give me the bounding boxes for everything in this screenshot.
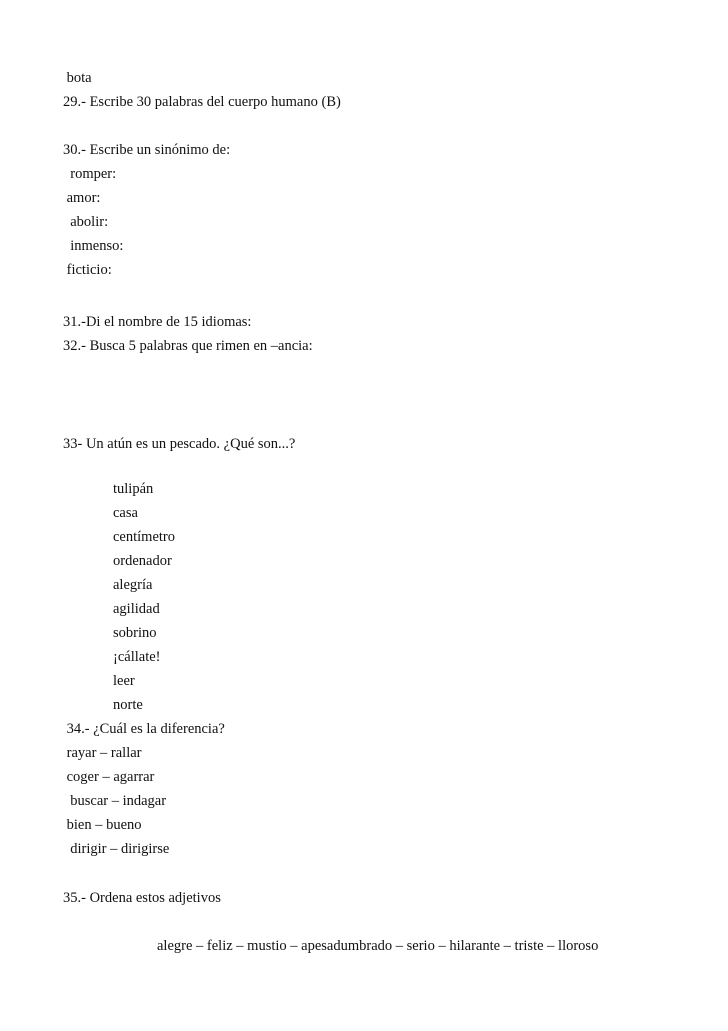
text-line: inmenso: [63,238,124,254]
list-item: leer [113,673,135,689]
text-line: buscar – indagar [63,793,167,809]
text-line: dirigir – dirigirse [63,841,170,857]
list-item: alegría [113,577,153,593]
question-35: 35.- Ordena estos adjetivos [63,890,221,906]
list-item: norte [113,697,143,713]
text-line: rayar – rallar [63,745,142,761]
list-item: tulipán [113,481,154,497]
text-line: ficticio: [63,262,112,278]
list-item: ordenador [113,553,172,569]
question-31: 31.-Di el nombre de 15 idiomas: [63,314,252,330]
list-item: casa [113,505,138,521]
text-line: amor: [63,190,101,206]
text-line: coger – agarrar [63,769,155,785]
list-item: ¡cállate! [113,649,161,665]
question-34: 34.- ¿Cuál es la diferencia? [63,721,225,737]
list-item: agilidad [113,601,160,617]
list-item: sobrino [113,625,157,641]
question-33: 33- Un atún es un pescado. ¿Qué son...? [63,436,296,452]
text-line: abolir: [63,214,109,230]
text-line: bien – bueno [63,817,142,833]
question-32: 32.- Busca 5 palabras que rimen en –ancia: [63,338,313,354]
adjective-list: alegre – feliz – mustio – apesadumbrado – serio – hilarante – triste – lloroso [157,938,599,954]
text-line: bota [63,70,92,86]
text-line: romper: [63,166,117,182]
question-29: 29.- Escribe 30 palabras del cuerpo humano (B) [63,94,341,110]
question-30: 30.- Escribe un sinónimo de: [63,142,231,158]
list-item: centímetro [113,529,176,545]
